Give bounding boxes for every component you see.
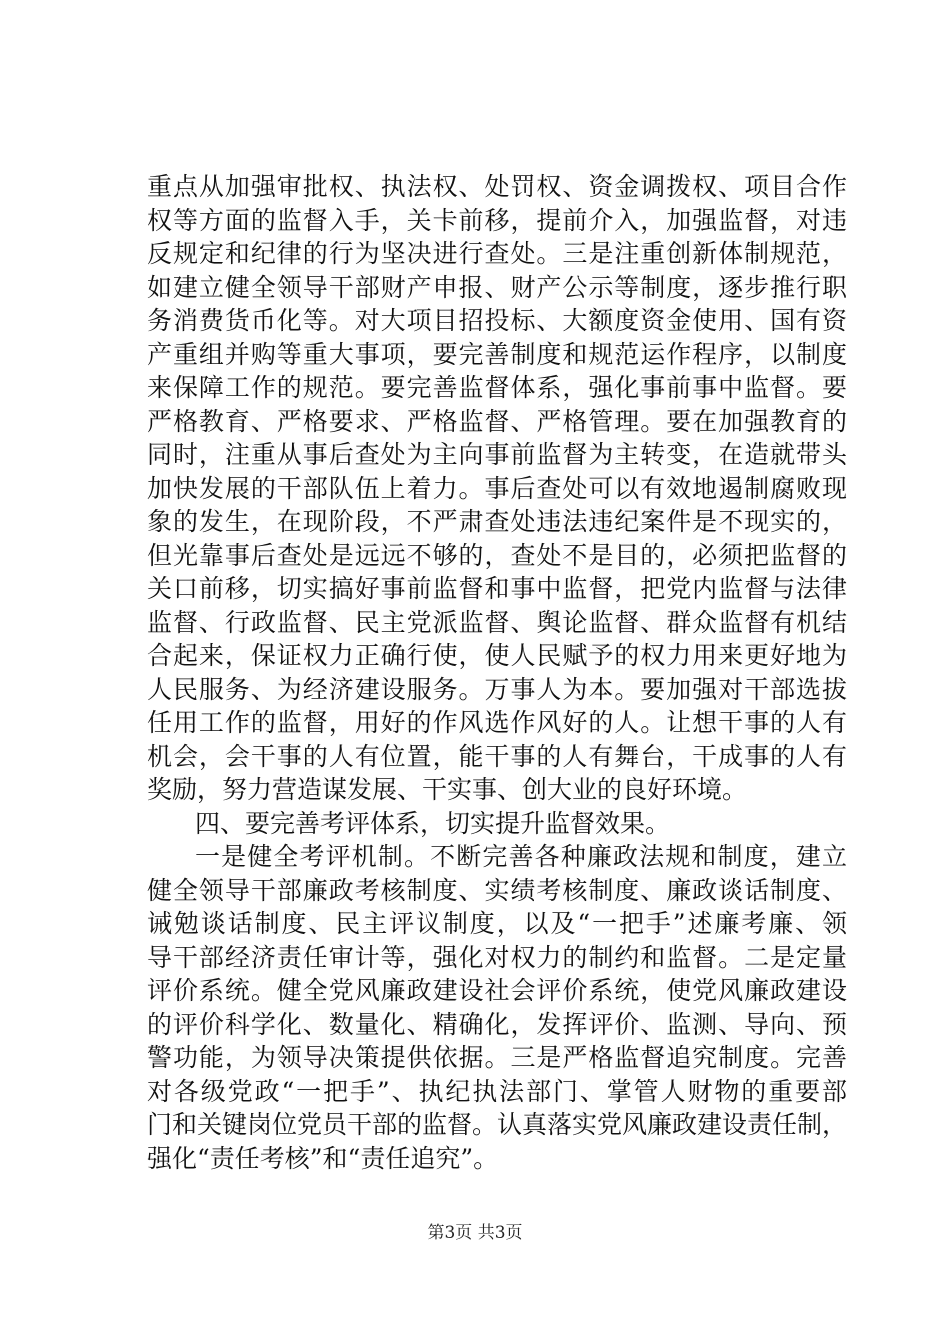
text-line: 监督、行政监督、民主党派监督、舆论监督、群众监督有机结 [147, 607, 847, 637]
page-footer [0, 1218, 950, 1243]
text-line: 一是健全考评机制。不断完善各种廉政法规和制度，建立 [195, 842, 847, 871]
text-line: 关口前移，切实搞好事前监督和事中监督，把党内监督与法律 [147, 574, 847, 603]
text-line: 重点从加强审批权、执法权、处罚权、资金调拨权、项目合作 [147, 172, 847, 201]
text-line: 加快发展的干部队伍上着力。事后查处可以有效地遏制腐败现 [147, 473, 847, 503]
text-line: 奖励，努力营造谋发展、干实事、创大业的良好环境。 [147, 775, 748, 804]
text-line: 健全领导干部廉政考核制度、实绩考核制度、廉政谈话制度、 [147, 875, 847, 905]
text-line: 诫勉谈话制度、民主评议制度，以及“一把手”述廉考廉、领 [147, 909, 847, 938]
text-line: 来保障工作的规范。要完善监督体系，强化事前事中监督。要 [147, 373, 847, 402]
section-heading: 四、要完善考评体系，切实提升监督效果。 [195, 808, 671, 838]
text-line: 权等方面的监督入手，关卡前移，提前介入，加强监督，对违 [147, 205, 847, 235]
text-line: 如建立健全领导干部财产申报、财产公示等制度，逐步推行职 [147, 272, 847, 302]
text-line: 象的发生，在现阶段，不严肃查处违法违纪案件是不现实的， [147, 507, 847, 536]
text-line: 的评价科学化、数量化、精确化，发挥评价、监测、导向、预 [147, 1009, 847, 1039]
text-line: 务消费货币化等。对大项目招投标、大额度资金使用、国有资 [147, 306, 847, 335]
body-text [147, 170, 847, 1175]
text-line: 导干部经济责任审计等，强化对权力的制约和监督。二是定量 [147, 942, 847, 972]
text-line: 门和关键岗位党员干部的监督。认真落实党风廉政建设责任制， [147, 1110, 848, 1139]
page-number-label: 第3页 共3页 [427, 1223, 523, 1243]
text-line: 同时，注重从事后查处为主向事前监督为主转变，在造就带头 [147, 440, 847, 469]
text-line: 对各级党政“一把手”、执纪执法部门、掌管人财物的重要部 [147, 1076, 847, 1106]
text-line: 严格教育、严格要求、严格监督、严格管理。要在加强教育的 [147, 406, 847, 436]
text-line: 人民服务、为经济建设服务。万事人为本。要加强对干部选拔 [147, 674, 847, 704]
text-line: 但光靠事后查处是远远不够的，查处不是目的，必须把监督的 [147, 540, 847, 570]
text-line: 反规定和纪律的行为坚决进行查处。三是注重创新体制规范， [147, 239, 847, 268]
text-line: 强化“责任考核”和“责任追究”。 [147, 1143, 499, 1173]
text-line: 评价系统。健全党风廉政建设社会评价系统，使党风廉政建设 [147, 976, 847, 1005]
text-line: 合起来，保证权力正确行使，使人民赋予的权力用来更好地为 [147, 641, 847, 670]
text-line: 产重组并购等重大事项，要完善制度和规范运作程序，以制度 [147, 339, 847, 369]
text-line: 机会，会干事的人有位置，能干事的人有舞台，干成事的人有 [147, 741, 847, 771]
text-line: 警功能，为领导决策提供依据。三是严格监督追究制度。完善 [147, 1043, 847, 1072]
text-line: 任用工作的监督，用好的作风选作风好的人。让想干事的人有 [147, 708, 847, 737]
